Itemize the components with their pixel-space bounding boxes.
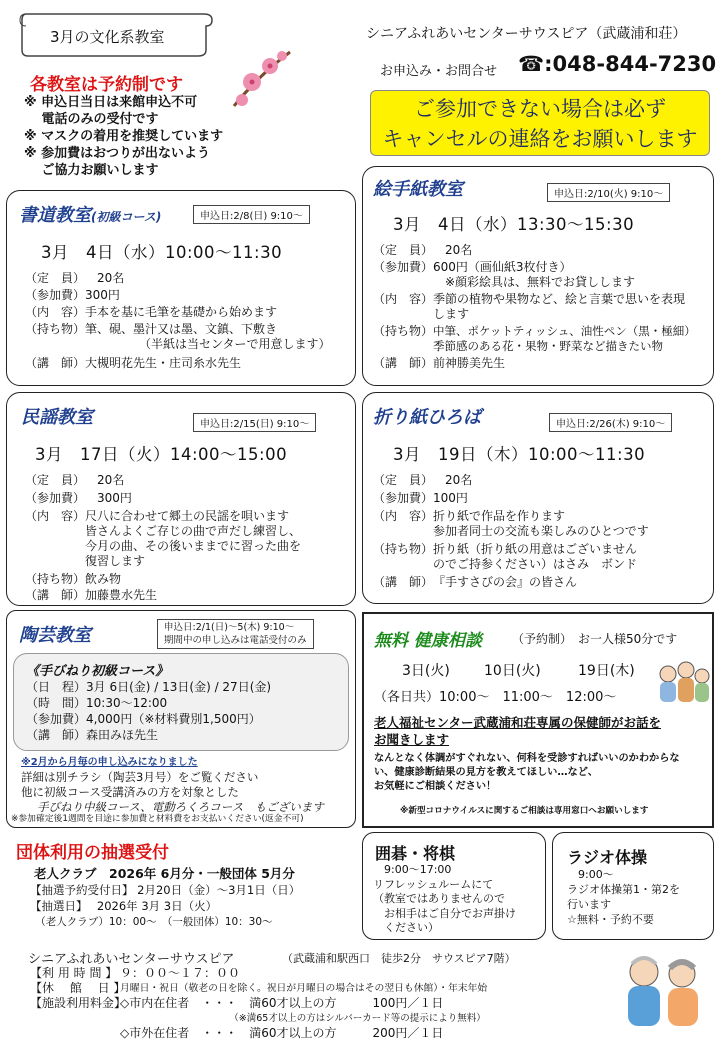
- consult-day: 19日(木): [578, 663, 635, 679]
- lottery-heading: 団体利用の抽選受付: [16, 843, 169, 863]
- covid-note: ※新型コロナウイルスに関するご相談は専用窓口へお願いします: [400, 806, 649, 816]
- footer-details: [30, 966, 487, 1040]
- detail-row: （講 師） 大槻明花先生・庄司糸水先生: [25, 356, 242, 370]
- notice-list: [24, 94, 223, 179]
- notice-item: ご協力お願いします: [24, 163, 159, 178]
- center-name: シニアふれあいセンターサウスピア（武蔵浦和荘）: [366, 26, 687, 42]
- detail-row: （講 師） 前神勝美先生: [373, 356, 506, 370]
- apply-date: 申込日:2/15(日) 9:10～: [193, 413, 316, 432]
- detail-row: （定 員） 20名: [25, 271, 125, 285]
- page-title: 3月の文化系教室: [50, 28, 165, 46]
- detail-row: （参加費） 300円: [25, 288, 120, 302]
- class-title: 民謡教室: [21, 407, 93, 428]
- footer-row: 【施設利用料金】 ◇市内在住者 ・・・ 満60才以上の方 100円／１日: [30, 996, 444, 1010]
- note-line: 他に初級コース受講済みの方を対象とした: [21, 785, 239, 799]
- footer-row: 【利 用 時 間 】 ９：００～１７：００: [30, 966, 241, 980]
- detail-row: （参加費） 600円（画仙紙3枚付き） ※顔彩絵具は、無料でお貸しします: [373, 260, 636, 289]
- class-datetime: 3月 4日（水）13:30～15:30: [393, 215, 635, 234]
- lottery-line: 老人クラブ 2026年 6月分・一般団体 5月分: [34, 866, 295, 881]
- lottery-line: 【抽選予約受付日】 2月20日（金）～3月1日（日）: [30, 883, 301, 897]
- detail-row: （持ち物） 飲み物: [25, 572, 122, 586]
- course-panel: [13, 653, 349, 751]
- course-title: 《手びねり初級コース》: [26, 664, 169, 679]
- consult-times: （各日共）10:00～ 11:00～ 12:00～: [374, 690, 617, 705]
- class-card-shodo: [6, 190, 356, 386]
- cancel-banner: [370, 90, 710, 156]
- lottery-line: （老人クラブ）10：00～ （一般団体）10：30～: [30, 916, 273, 928]
- detail-row: （持ち物） 筆、硯、墨汁又は墨、文鎮、下敷き （半紙は当センターで用意します）: [25, 322, 331, 351]
- phone-number[interactable]: ☎:048-844-7230: [518, 52, 717, 76]
- class-title: 陶芸教室: [19, 625, 91, 646]
- nurse-message: 老人福祉センター武蔵浦和荘専属の保健師がお話を お聞きします: [374, 715, 662, 747]
- health-consultation-box: [362, 612, 714, 828]
- consult-day: 3日(火): [402, 663, 450, 679]
- tougei-notes: [21, 755, 324, 815]
- detail-row: （参加費） 300円: [25, 491, 132, 505]
- class-card-tougei: [6, 610, 356, 828]
- notice-item: ※ マスクの着用を推奨しています: [24, 129, 224, 144]
- lottery-line: 【抽選日】 2026年 3月 3日（火）: [30, 899, 218, 913]
- detail-list: [373, 473, 649, 590]
- class-datetime: 3月 19日（木）10:00～11:30: [393, 445, 646, 464]
- elderly-people-icon: [654, 654, 712, 712]
- detail-row: （定 員） 20名: [373, 473, 473, 487]
- detail-list: [26, 680, 271, 743]
- radio-exercise-card: [552, 832, 714, 940]
- monthly-note: ※2月から月毎の申し込みになりました: [21, 757, 198, 768]
- detail-row: （参加費） 100円: [373, 491, 468, 505]
- plum-blossom-icon: [228, 46, 294, 112]
- class-title: 書道教室(初級コース): [19, 205, 162, 226]
- notice-item: 電話のみの受付です: [24, 112, 159, 127]
- detail-row: （日 程） 3月 6日(金) / 13日(金) / 27日(金): [26, 680, 272, 694]
- health-description: なんとなく体調がすぐれない、何科を受診すればいいのかわからな い、健康診断結果の見方を教えてほしい…など、 お気軽にご相談ください！: [374, 753, 680, 792]
- class-datetime: 3月 17日（火）14:00～15:00: [35, 445, 288, 464]
- senior-couple-icon: [614, 948, 714, 1034]
- apply-date: 申込日:2/10(火) 9:10～: [547, 183, 670, 202]
- footer-center-name: シニアふれあいセンターサウスピア: [28, 952, 235, 967]
- footer-row: ◇市外在住者 ・・・ 満60才以上の方 200円／１日: [120, 1026, 444, 1040]
- health-title: 無料 健康相談: [374, 631, 482, 651]
- class-card-origami: [362, 392, 714, 604]
- apply-date: 申込日:2/1(日)～5(木) 9:10～ 期間中の申し込みは電話受付のみ: [157, 619, 314, 649]
- detail-row: （定 員） 20名: [373, 243, 473, 257]
- go-shogi-title: 囲碁・将棋: [375, 844, 456, 863]
- class-card-etegami: [362, 166, 714, 386]
- cancel-line-2: キャンセルの連絡をお願いします: [382, 127, 698, 151]
- apply-date: 申込日:2/8(日) 9:10～: [193, 205, 310, 224]
- detail-row: （持ち物） 折り紙（折り紙の用意はございません のでご持参ください）はさみ ボンド: [373, 542, 638, 571]
- footer-access: （武蔵浦和駅西口 徒歩2分 サウスピア7階）: [282, 952, 516, 965]
- go-shogi-details: 9:00～17:00 リフレッシュルームにて （教室ではありませんので お相手はご自分でお声掛け ください）: [373, 863, 516, 934]
- go-shogi-card: [362, 832, 546, 940]
- detail-list: [25, 271, 331, 371]
- class-datetime: 3月 4日（水）10:00～11:30: [41, 243, 283, 262]
- detail-row: （講 師） 森田みほ先生: [26, 728, 159, 742]
- cancel-line-1: ご参加できない場合は必ず: [414, 97, 666, 121]
- detail-row: （講 師） 『手すさびの会』の皆さん: [373, 575, 578, 589]
- advanced-course: 手びねり中級コース、電動ろくろコース もございます: [37, 800, 324, 814]
- lottery-info: [30, 866, 300, 930]
- class-card-minyo: [6, 392, 356, 606]
- detail-row: （内 容） 手本を基に毛筆を基礎から始めます: [25, 305, 278, 319]
- contact-label: お申込み・お問合せ: [380, 64, 498, 79]
- reservation-note: （予約制） お一人様50分です: [512, 632, 678, 646]
- reservation-heading: 各教室は予約制です: [30, 75, 183, 95]
- footer-row: （※満65才以上の方はシルバーカード等の提示により無料）: [120, 1013, 486, 1024]
- apply-date: 申込日:2/26(木) 9:10～: [549, 413, 672, 432]
- detail-list: [373, 243, 696, 371]
- consult-day: 10日(火): [484, 663, 541, 679]
- notice-item: ※ 申込日当日は来館申込不可: [24, 95, 198, 110]
- detail-row: （講 師） 加藤豊水先生: [25, 588, 158, 602]
- detail-row: （内 容） 折り紙で作品を作ります 参加者同士の交流も楽しみのひとつです: [373, 509, 649, 538]
- radio-exercise-details: 9:00～ ラジオ体操第1・第2を 行います ☆無料・予約不要: [567, 868, 680, 926]
- detail-row: （内 容） 尺八に合わせて郷土の民謡を唄います 皆さんよくご存じの曲で声だし練習し、 今月の曲、その後いままでに習った曲を 復習します: [25, 509, 302, 568]
- detail-row: （参加費） 4,000円（※材料費別1,500円）: [26, 712, 261, 726]
- scroll-banner: [16, 6, 216, 58]
- notice-item: ※ 参加費はおつりが出ないよう: [24, 146, 211, 161]
- detail-row: （持ち物） 中筆、ポケットティッシュ、油性ペン（黒・極細） 季節感のある花・果物・野菜など描きたい物: [373, 324, 696, 353]
- detail-row: （内 容） 季節の植物や果物など、絵と言葉で思いを表現 します: [373, 292, 686, 321]
- payment-footnote: ※参加確定後1週間を目途に参加費と材料費をお支払いください(返金不可): [11, 814, 304, 824]
- radio-exercise-title: ラジオ体操: [567, 848, 648, 867]
- detail-list: [25, 473, 301, 603]
- detail-row: （時 間） 10:30～12:00: [26, 696, 168, 710]
- class-title: 折り紙ひろば: [373, 407, 481, 428]
- note-line: 詳細は別チラシ（陶芸3月号）をご覧ください: [21, 770, 259, 784]
- class-title: 絵手紙教室: [373, 179, 463, 200]
- footer-row: 【休 館 日 】 月曜日・祝日（敬老の日を除く。祝日が月曜日の場合はその翌日も休館）・年末年始: [30, 981, 488, 995]
- detail-row: （定 員） 20名: [25, 473, 125, 487]
